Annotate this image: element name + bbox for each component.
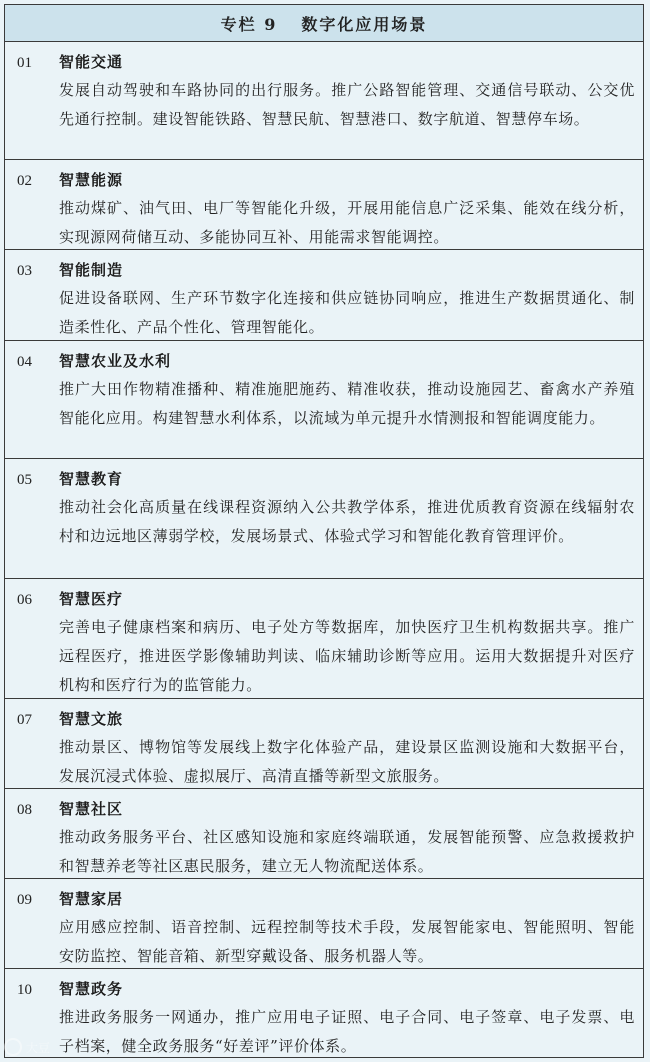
panel-title-text: 数字化应用场景 xyxy=(301,14,428,34)
item-number: 06 xyxy=(17,592,32,608)
scenario-item xyxy=(5,160,643,250)
item-description: 推动社会化高质量在线课程资源纳入公共教学体系，推进优质教育资源在线辐射农村和边远地区薄弱学校，发展场景式、体验式学习和智能化教育管理评价。 xyxy=(59,498,635,545)
scenario-item xyxy=(5,579,643,699)
item-number: 10 xyxy=(17,982,32,998)
item-number: 07 xyxy=(17,712,32,728)
item-title: 智能交通 xyxy=(59,53,124,71)
scenario-item xyxy=(5,42,643,160)
scenario-item xyxy=(5,250,643,341)
item-number: 02 xyxy=(17,173,32,189)
item-description: 完善电子健康档案和病历、电子处方等数据库，加快医疗卫生机构数据共享。推广远程医疗，推进医学影像辅助判读、临床辅助诊断等应用。运用大数据提升对医疗机构和医疗行为的监管能力。 xyxy=(59,618,635,694)
item-number: 09 xyxy=(17,892,32,908)
watermark xyxy=(4,1038,50,1056)
item-description: 推广大田作物精准播种、精准施肥施药、精准收获，推动设施园艺、畜禽水产养殖智能化应用。构建智慧水利体系，以流域为单元提升水情测报和智能调度能力。 xyxy=(59,380,635,427)
item-title: 智慧政务 xyxy=(59,980,124,998)
item-description: 应用感应控制、语音控制、远程控制等技术手段，发展智能家电、智能照明、智能安防监控、智能音箱、新型穿戴设备、服务机器人等。 xyxy=(59,918,635,965)
scenario-item xyxy=(5,699,643,789)
scenario-item xyxy=(5,879,643,969)
scenario-item xyxy=(5,341,643,459)
panel-title xyxy=(5,5,643,42)
item-description: 推动政务服务平台、社区感知设施和家庭终端联通，发展智能预警、应急救援救护和智慧养老等社区惠民服务，建立无人物流配送体系。 xyxy=(59,828,635,875)
item-number: 01 xyxy=(17,55,32,71)
watermark-logo-icon xyxy=(4,1038,22,1056)
item-title: 智慧文旅 xyxy=(59,710,124,728)
scenario-item xyxy=(5,969,643,1057)
item-description: 推动煤矿、油气田、电厂等智能化升级，开展用能信息广泛采集、能效在线分析，实现源网荷储互动、多能协同互补、用能需求智能调控。 xyxy=(59,199,635,246)
item-description: 推动景区、博物馆等发展线上数字化体验产品，建设景区监测设施和大数据平台，发展沉浸式体验、虚拟展厅、高清直播等新型文旅服务。 xyxy=(59,738,635,785)
item-title: 智慧社区 xyxy=(59,800,124,818)
item-number: 05 xyxy=(17,472,32,488)
special-column-panel xyxy=(4,4,644,1058)
item-description: 发展自动驾驶和车路协同的出行服务。推广公路智能管理、交通信号联动、公交优先通行控制。建设智能铁路、智慧民航、智慧港口、数字航道、智慧停车场。 xyxy=(59,81,635,128)
watermark-text: 大豆 xyxy=(26,1040,51,1055)
item-number: 08 xyxy=(17,802,32,818)
item-description: 促进设备联网、生产环节数字化连接和供应链协同响应，推进生产数据贯通化、制造柔性化、产品个性化、管理智能化。 xyxy=(59,289,635,336)
item-title: 智慧家居 xyxy=(59,890,124,908)
scenario-item xyxy=(5,789,643,879)
item-title: 智慧医疗 xyxy=(59,590,124,608)
item-title: 智慧教育 xyxy=(59,470,124,488)
item-title: 智慧农业及水利 xyxy=(59,352,172,370)
item-number: 03 xyxy=(17,263,32,279)
panel-title-number: 专栏 9 xyxy=(220,14,278,34)
item-title: 智慧能源 xyxy=(59,171,124,189)
item-description: 推进政务服务一网通办，推广应用电子证照、电子合同、电子签章、电子发票、电子档案，健全政务服务“好差评”评价体系。 xyxy=(59,1008,635,1055)
item-number: 04 xyxy=(17,354,32,370)
scenario-item xyxy=(5,459,643,579)
item-title: 智能制造 xyxy=(59,261,124,279)
